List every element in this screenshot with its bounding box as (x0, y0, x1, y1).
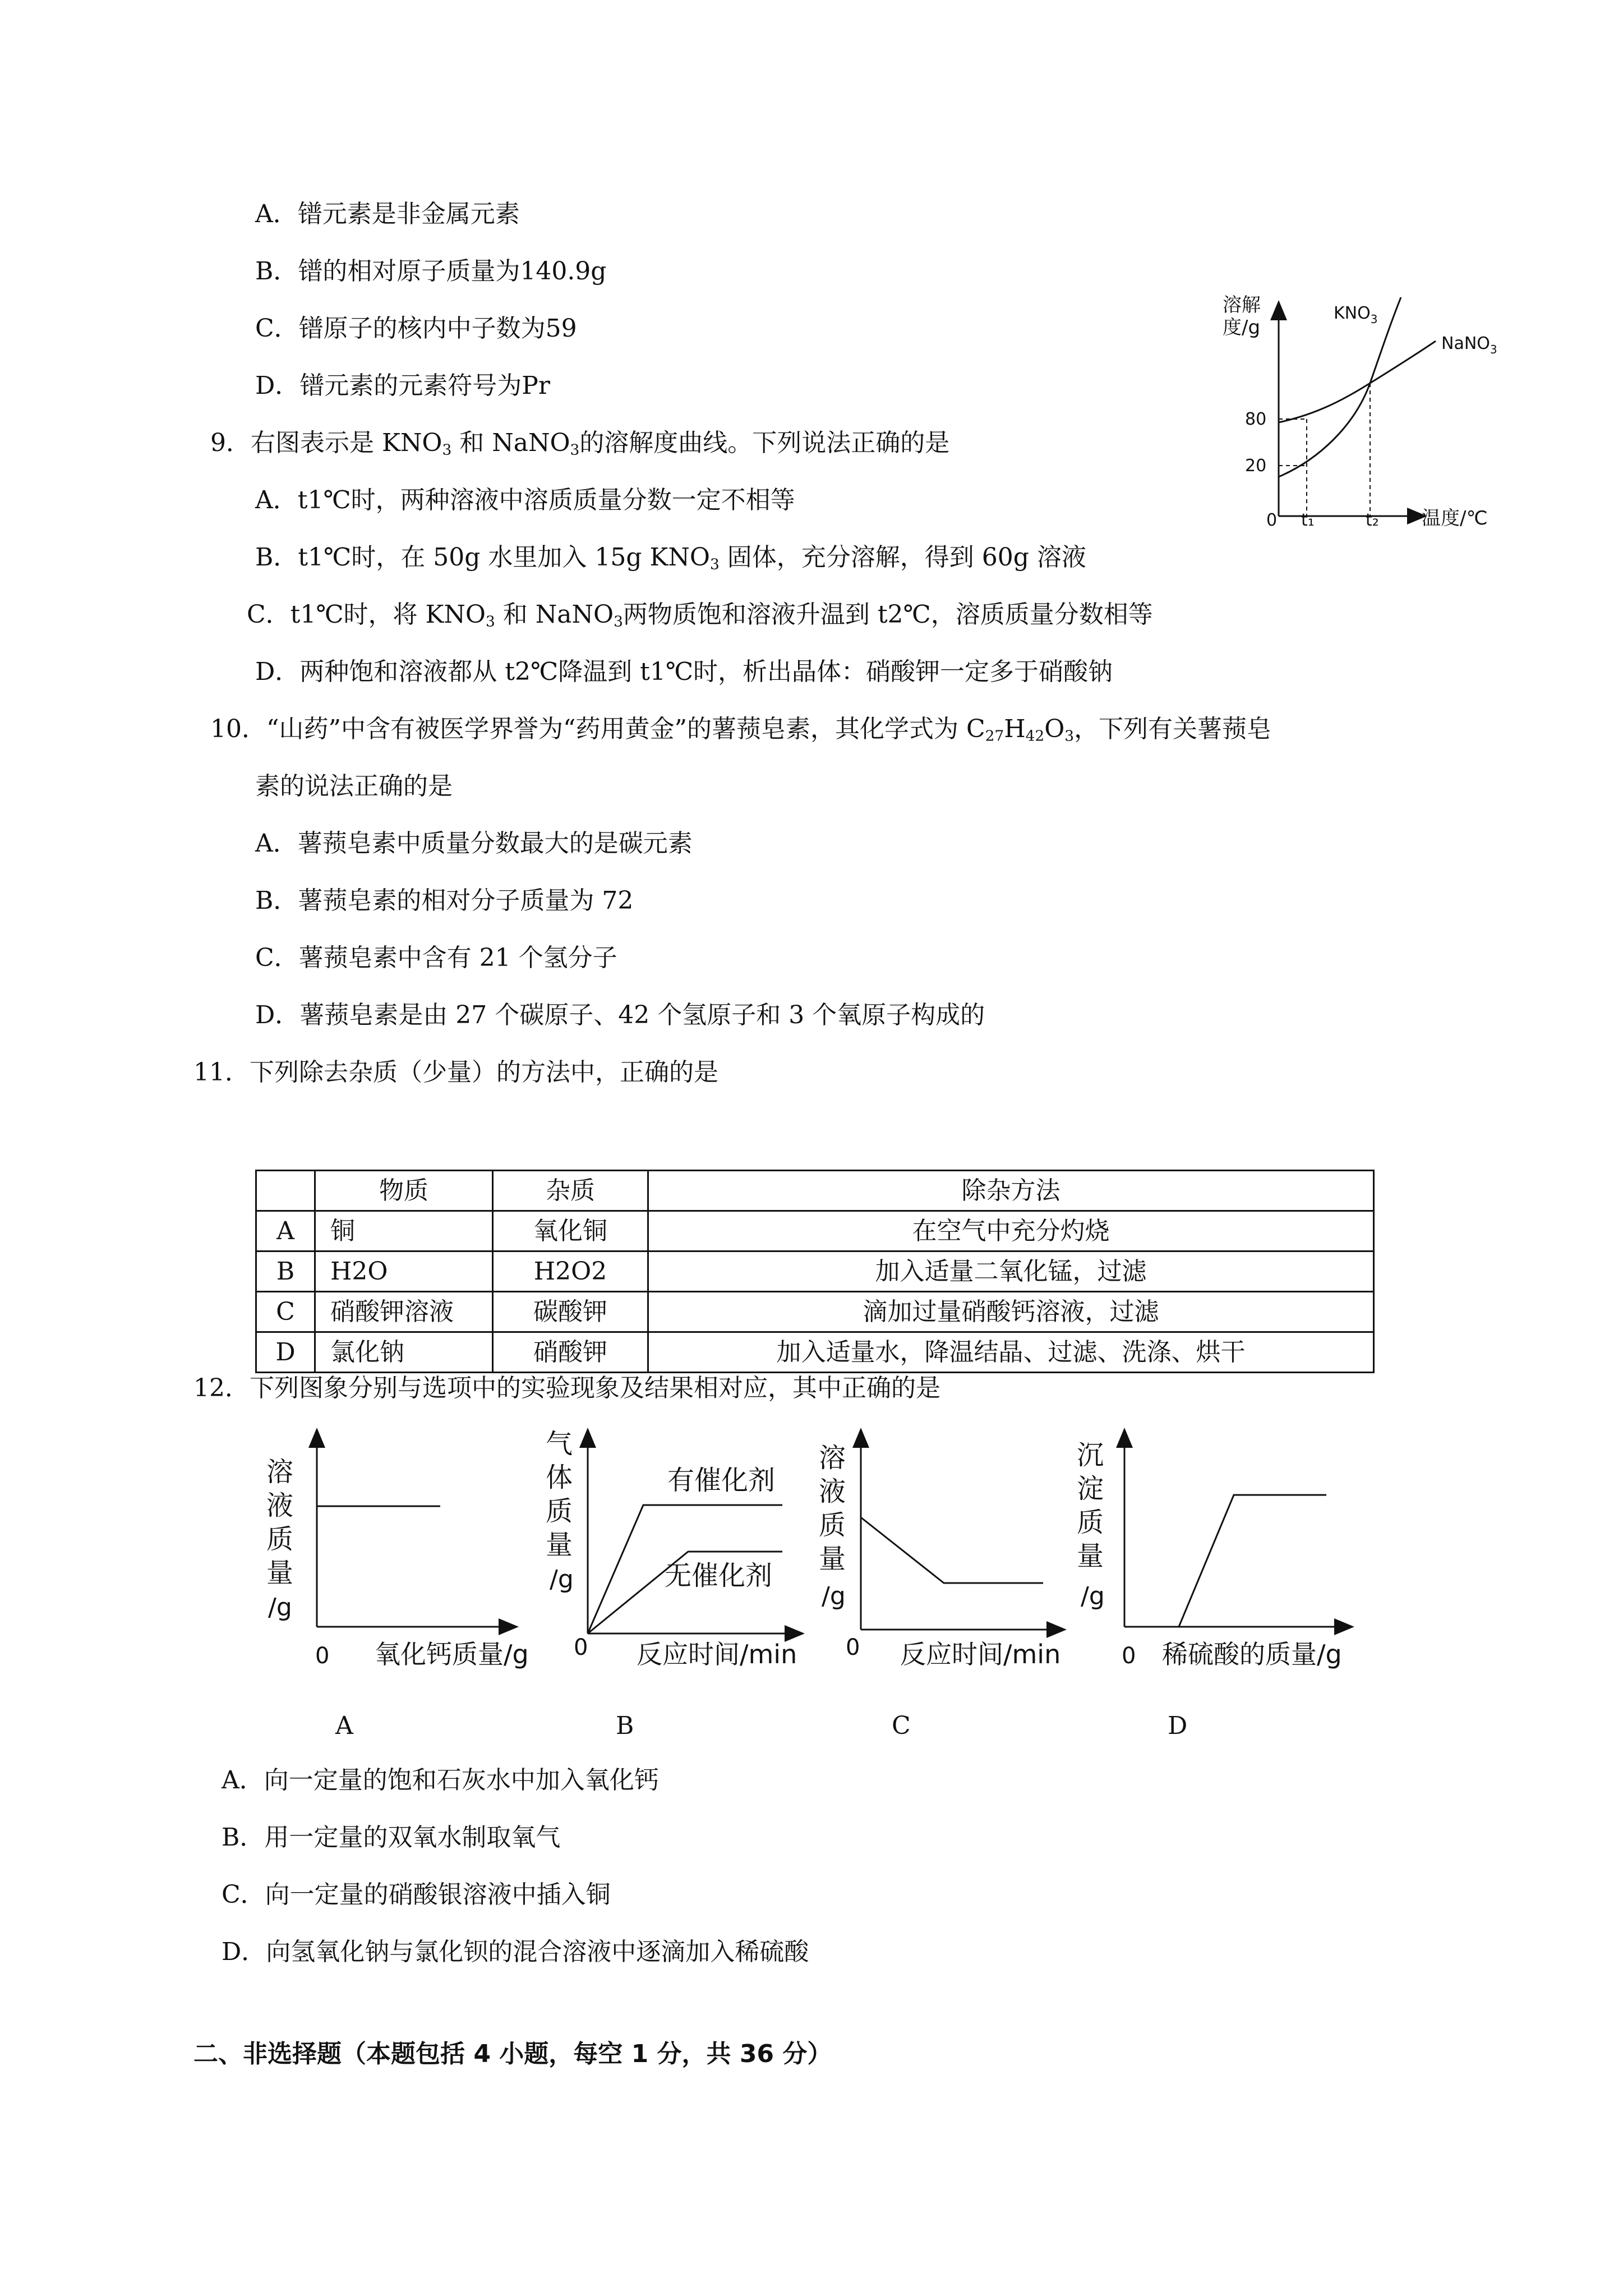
graph-d-origin: 0 (1122, 1643, 1136, 1669)
q9-option-a: A．t1℃时，两种溶液中溶质质量分数一定不相等 (255, 486, 795, 514)
header-cell (256, 1171, 315, 1211)
header-cell: 除杂方法 (648, 1171, 1374, 1211)
graph-a-ylabel: 质 (266, 1524, 294, 1555)
section-heading: 二、非选择题（本题包括 4 小题，每空 1 分，共 36 分） (193, 2040, 832, 2068)
impurity-cell: 氧化铜 (493, 1211, 648, 1251)
substance-cell: 铜 (315, 1211, 493, 1251)
graph-a-origin: 0 (315, 1643, 330, 1669)
y-axis-label-1: 溶解 (1223, 294, 1261, 316)
graph-d-ylabel: 淀 (1077, 1473, 1104, 1504)
graph-c-ylabel: /g (822, 1582, 846, 1611)
q11-stem: 11．下列除去杂质（少量）的方法中，正确的是 (193, 1058, 718, 1087)
impurity-cell: 硝酸钾 (493, 1332, 648, 1373)
q10-option-c: C．薯蓣皂素中含有 21 个氢分子 (255, 944, 617, 972)
graph-d-ylabel: 质 (1077, 1507, 1104, 1538)
q8-option-c: C．镨原子的核内中子数为59 (255, 314, 577, 343)
row-label: A (256, 1211, 315, 1251)
q12-option-b: B．用一定量的双氧水制取氧气 (222, 1823, 561, 1852)
graph-b-ylabel: /g (550, 1565, 574, 1594)
graph-d-ylabel: 沉 (1077, 1439, 1104, 1471)
row-label: C (256, 1292, 315, 1332)
graph-b (546, 1428, 797, 1669)
x-tick-t2: t₂ (1366, 510, 1379, 530)
graph-c-line (861, 1517, 1043, 1583)
kno3-curve (1279, 297, 1401, 477)
graph-d (1077, 1436, 1346, 1669)
impurity-removal-table (255, 1170, 1375, 1373)
graph-b-label-no-catalyst: 无催化剂 (665, 1560, 773, 1591)
graph-a (266, 1436, 529, 1669)
graph-c-xlabel: 反应时间/min (900, 1639, 1061, 1669)
graph-a-letter: A (335, 1711, 353, 1740)
table-row (256, 1251, 1374, 1292)
graph-c-ylabel: 质 (819, 1510, 846, 1541)
impurity-cell: 碳酸钾 (493, 1292, 648, 1332)
table-row (256, 1211, 1374, 1251)
x-axis-label: 温度/℃ (1422, 507, 1488, 530)
q9-option-c: C．t1℃时，将 $KNO_3$ 和 NaNO$_3$两物质饱和溶液升温到 t2℃，溶质质量分数相等 (247, 600, 1153, 631)
graph-b-label-catalyst: 有催化剂 (667, 1465, 776, 1496)
impurity-cell: H2O2 (493, 1251, 648, 1292)
q9-stem: 9．右图表示是 $KNO_3$ 和 NaNO$_3$的溶解度曲线。下列说法正确的是 (210, 429, 950, 459)
table-header-row (256, 1171, 1374, 1211)
graph-c-ylabel: 量 (819, 1543, 846, 1575)
method-cell: 加入适量水，降温结晶、过滤、洗涤、烘干 (648, 1332, 1374, 1373)
q12-option-c: C．向一定量的硝酸银溶液中插入铜 (222, 1880, 611, 1909)
table-row (256, 1292, 1374, 1332)
table-row (256, 1332, 1374, 1373)
graph-b-origin: 0 (574, 1635, 588, 1660)
graph-a-ylabel: /g (268, 1593, 292, 1622)
q12-option-a: A．向一定量的饱和石灰水中加入氧化钙 (222, 1766, 659, 1795)
x-tick-t1: t₁ (1301, 510, 1315, 530)
graph-c (819, 1436, 1061, 1669)
header-cell: 物质 (315, 1171, 493, 1211)
graph-d-ylabel: 量 (1077, 1540, 1104, 1572)
q10-option-a: A．薯蓣皂素中质量分数最大的是碳元素 (255, 829, 693, 858)
graph-b-ylabel: 体 (546, 1462, 573, 1493)
q12-stem: 12．下列图象分别与选项中的实验现象及结果相对应，其中正确的是 (193, 1374, 940, 1402)
graph-a-ylabel: 液 (266, 1490, 294, 1521)
graph-c-origin: 0 (846, 1635, 860, 1660)
graph-d-line (1124, 1495, 1326, 1627)
origin-label: 0 (1266, 510, 1278, 530)
y-tick-80: 80 (1245, 409, 1267, 429)
graph-c-letter: C (892, 1711, 911, 1740)
graph-c-ylabel: 液 (819, 1476, 846, 1507)
q10-option-d: D．薯蓣皂素是由 27 个碳原子、42 个氢原子和 3 个氧原子构成的 (255, 1001, 985, 1029)
q10-option-b: B．薯蓣皂素的相对分子质量为 72 (255, 886, 634, 915)
q8-option-d: D．镨元素的元素符号为Pr (255, 371, 550, 400)
q12-graphs (247, 1425, 1391, 1722)
graph-c-ylabel: 溶 (819, 1442, 846, 1474)
graph-a-xlabel: 氧化钙质量/g (375, 1639, 529, 1669)
graph-d-xlabel: 稀硫酸的质量/g (1162, 1639, 1342, 1669)
graph-a-ylabel: 量 (266, 1557, 294, 1589)
row-label: D (256, 1332, 315, 1373)
q9-option-b: B．t1℃时，在 50g 水里加入 15g $KNO_3$ 固体，充分溶解，得到 60g 溶液 (255, 543, 1086, 573)
nano3-label: NaNO$_3$ (1441, 334, 1497, 356)
method-cell: 在空气中充分灼烧 (648, 1211, 1374, 1251)
substance-cell: H2O (315, 1251, 493, 1292)
y-axis-label-2: 度/g (1223, 316, 1261, 339)
graph-b-letter: B (616, 1711, 634, 1740)
q10-stem-line2: 素的说法正确的是 (255, 772, 453, 800)
q8-option-b: B．镨的相对原子质量为140.9g (255, 257, 607, 286)
graph-b-ylabel: 气 (546, 1428, 573, 1460)
row-label: B (256, 1251, 315, 1292)
graph-b-xlabel: 反应时间/min (637, 1639, 797, 1669)
q10-stem: 10．“山药”中含有被医学界誉为“药用黄金”的薯蓣皂素，其化学式为 $C_{27}H_{42}O_3$，下列有关薯蓣皂 (210, 715, 1272, 745)
graph-b-ylabel: 量 (546, 1529, 573, 1561)
q12-option-d: D．向氢氧化钠与氯化钡的混合溶液中逐滴加入稀硫酸 (222, 1938, 809, 1966)
graph-b-ylabel: 质 (546, 1496, 573, 1527)
q8-option-a: A．镨元素是非金属元素 (255, 200, 520, 228)
substance-cell: 氯化钠 (315, 1332, 493, 1373)
header-cell: 杂质 (493, 1171, 648, 1211)
graph-a-ylabel: 溶 (266, 1456, 294, 1488)
y-tick-20: 20 (1245, 456, 1267, 476)
kno3-label: $KNO_3$ (1334, 303, 1378, 326)
q9-option-d: D．两种饱和溶液都从 t2℃降温到 t1℃时，析出晶体：硝酸钾一定多于硝酸钠 (255, 657, 1113, 686)
substance-cell: 硝酸钾溶液 (315, 1292, 493, 1332)
graph-d-ylabel: /g (1081, 1582, 1105, 1611)
method-cell: 加入适量二氧化锰，过滤 (648, 1251, 1374, 1292)
graph-d-letter: D (1168, 1711, 1188, 1740)
method-cell: 滴加过量硝酸钙溶液，过滤 (648, 1292, 1374, 1332)
solubility-curve-figure (1223, 286, 1581, 544)
